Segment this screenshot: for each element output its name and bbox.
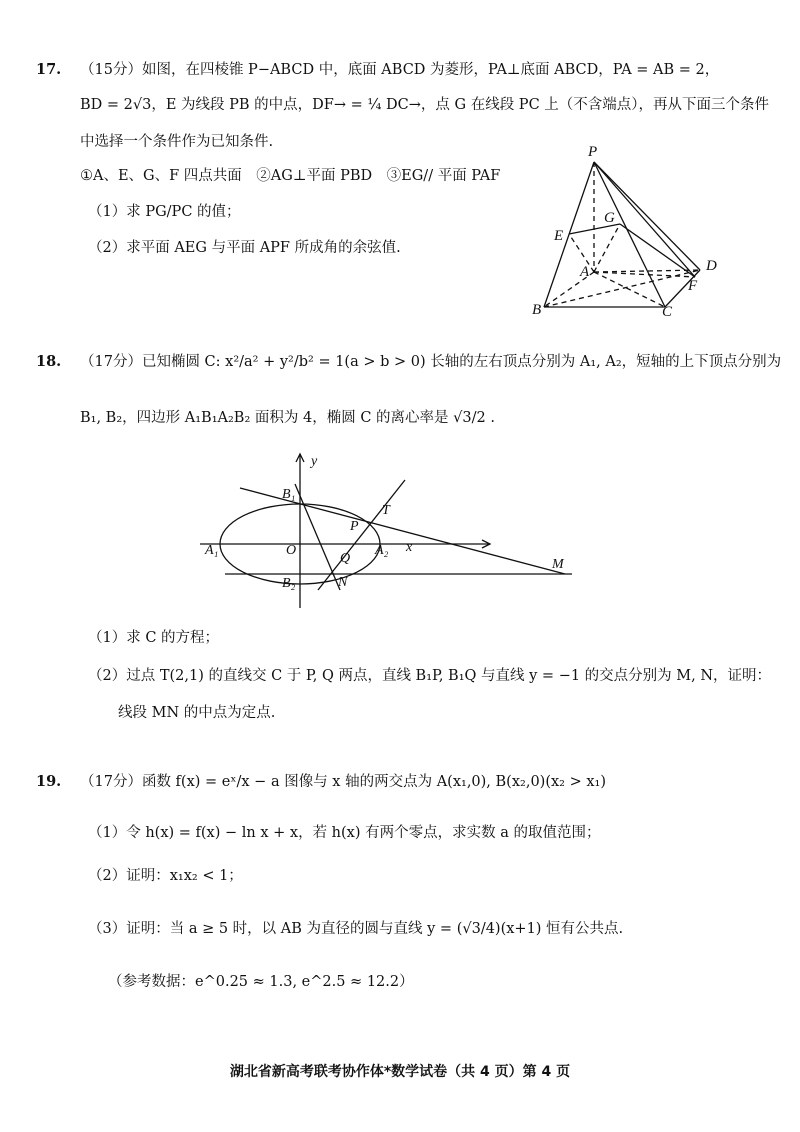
label-x: x — [406, 540, 413, 555]
q17-line1: （15分）如图，在四棱锥 P−ABCD 中，底面 ABCD 为菱形，PA⊥底面 ABCD，PA = AB = 2， — [80, 62, 720, 78]
label-n: N — [338, 575, 348, 590]
label-g: G — [604, 210, 615, 226]
label-m: M — [552, 557, 564, 572]
label-b2: B₂ — [282, 576, 296, 591]
label-q: Q — [340, 551, 351, 566]
label-p: P — [350, 519, 359, 534]
q19-reference-data: （参考数据：e^0.25 ≈ 1.3, e^2.5 ≈ 12.2） — [108, 974, 414, 990]
q17-part2: （2）求平面 AEG 与平面 APF 所成角的余弦值. — [88, 240, 401, 256]
q18-line1: （17分）已知椭圆 C: x²/a² + y²/b² = 1(a > b > 0) 长轴的左右顶点分别为 A₁, A₂，短轴的上下顶点分别为 — [80, 354, 782, 370]
page-footer: 湖北省新高考联考协作体*数学试卷（共 4 页）第 4 页 — [229, 1064, 571, 1080]
edge-ac — [594, 272, 665, 307]
label-p: P — [588, 144, 598, 160]
q17-number: 17. — [36, 61, 62, 78]
label-b1: B₁ — [282, 487, 296, 502]
edge-pc — [594, 162, 665, 307]
label-a2: A₂ — [375, 543, 389, 558]
q19-line1: （17分）函数 f(x) = eˣ/x − a 图像与 x 轴的两交点为 A(x₁,0), B(x₂,0)(x₂ > x₁) — [80, 774, 606, 790]
q19-part3: （3）证明：当 a ≥ 5 时，以 AB 为直径的圆与直线 y = (√3/4)(x+1) 恒有公共点. — [88, 921, 624, 937]
label-a1: A₁ — [205, 543, 219, 558]
label-a: A — [580, 264, 590, 280]
edge-ag — [594, 224, 620, 272]
q18-line2: B₁, B₂，四边形 A₁B₁A₂B₂ 面积为 4，椭圆 C 的离心率是 √3/2 . — [80, 410, 495, 426]
q18-part1: （1）求 C 的方程； — [88, 630, 220, 646]
label-b: B — [532, 302, 542, 317]
label-c: C — [662, 304, 673, 317]
q17-line2: BD = 2√3，E 为线段 PB 的中点，DF→ = ¼ DC→，点 G 在线段 PC 上（不含端点），再从下面三个条件 — [80, 97, 770, 113]
label-d: D — [706, 258, 717, 274]
q17-conditions: ①A、E、G、F 四点共面 ②AG⊥平面 PBD ③EG// 平面 PAF — [80, 168, 501, 184]
label-o: O — [286, 543, 297, 558]
q18-part2: （2）过点 T(2,1) 的直线交 C 于 P, Q 两点，直线 B₁P, B₁Q 与直线 y = −1 的交点分别为 M, N，证明： — [88, 668, 772, 684]
q18-ellipse-figure — [200, 450, 580, 610]
q18-number: 18. — [36, 353, 62, 370]
q17-part1: （1）求 PG/PC 的值； — [88, 204, 241, 220]
q17-line3: 中选择一个条件作为已知条件. — [80, 134, 274, 150]
label-e: E — [554, 228, 564, 244]
q18-part2b: 线段 MN 的中点为定点. — [118, 705, 276, 721]
q17-pyramid-figure — [530, 142, 730, 317]
label-f: F — [688, 278, 698, 294]
label-t: T — [382, 503, 390, 518]
q19-part2: （2）证明：x₁x₂ < 1； — [88, 868, 243, 884]
label-y: y — [311, 454, 318, 469]
edge-gf — [620, 224, 695, 277]
q19-number: 19. — [36, 773, 62, 790]
q19-part1: （1）令 h(x) = f(x) − ln x + x，若 h(x) 有两个零点，求实数 a 的取值范围； — [88, 825, 601, 841]
